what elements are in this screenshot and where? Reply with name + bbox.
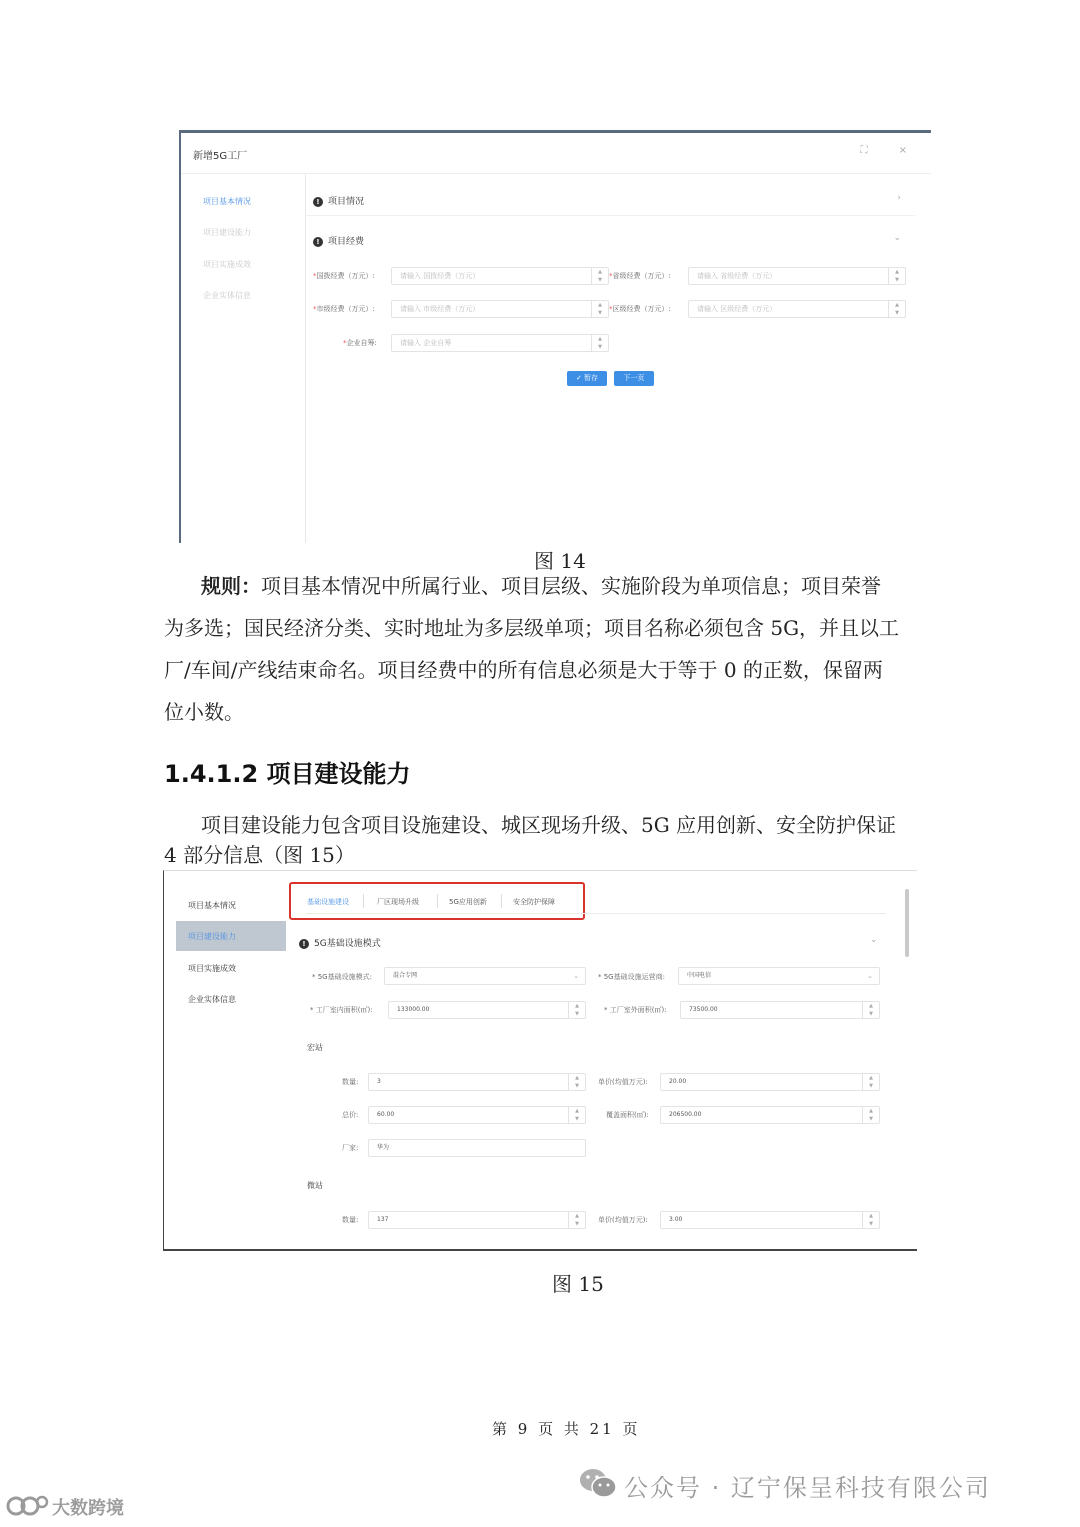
sidebar-item-enterprise[interactable]: 企业实体信息 (188, 995, 236, 1004)
label-5g-mode: * 5G基础设施模式: (312, 973, 372, 981)
section-divider (305, 215, 915, 216)
figure-14-dialog (179, 130, 931, 543)
section-label: 项目情况 (328, 197, 365, 207)
rule-text: 项目基本情况中所属行业、项目层级、实施阶段为单项信息；项目荣誉 (261, 574, 881, 598)
tabs-underline (306, 913, 886, 914)
intro-line-1: 项目建设能力包含项目设施建设、城区现场升级、5G 应用创新、安全防护保证 (201, 813, 897, 837)
micro-price-input[interactable]: 3.00 ▲ ▼ (660, 1211, 880, 1229)
info-icon: ! (313, 197, 323, 207)
form-sidebar (164, 871, 288, 1249)
wechat-icon (578, 1467, 618, 1503)
tab-5g-innovation[interactable]: 5G应用创新 (449, 898, 487, 906)
sidebar-item-results[interactable]: 项目实施成效 (203, 260, 251, 269)
sidebar-item-capability[interactable]: 项目建设能力 (188, 932, 236, 941)
stepper-icon[interactable]: ▲ ▼ (591, 301, 608, 317)
field-label-self: *企业自筹: (343, 339, 377, 347)
sidebar-item-results[interactable]: 项目实施成效 (188, 964, 236, 973)
tab-separator (363, 894, 364, 908)
national-funding-input[interactable]: 请输入 国拨经费（万元） ▲ ▼ (391, 267, 609, 285)
macro-price-input[interactable]: 20.00 ▲ ▼ (660, 1073, 880, 1091)
stepper-icon[interactable]: ▲ ▼ (591, 335, 608, 351)
dialog-window-icons[interactable]: ⛶ × (860, 145, 921, 156)
label-outdoor-area: * 工厂室外面积(㎡): (604, 1006, 667, 1014)
tab-separator (501, 894, 502, 908)
stepper-icon: ▲ ▼ (568, 1107, 585, 1123)
section-project-info[interactable] (313, 194, 364, 207)
self-funding-input[interactable]: 请输入 企业自筹 ▲ ▼ (391, 334, 609, 352)
scrollbar[interactable] (905, 889, 909, 957)
stepper-icon: ▲ ▼ (568, 1212, 585, 1228)
tab-site-upgrade[interactable]: 厂区现场升级 (377, 898, 419, 906)
brand-logo-icon (6, 1492, 50, 1524)
section-label: 项目经费 (328, 237, 365, 247)
figure-14-caption: 图 14 (534, 549, 586, 573)
stepper-icon: ▲ ▼ (568, 1074, 585, 1090)
indoor-area-input[interactable]: 133000.00 ▲ ▼ (388, 1001, 586, 1019)
rule-paragraph-line-4: 位小数。 (164, 700, 244, 724)
tabs-highlight-box (289, 882, 585, 920)
wechat-watermark: 公众号 · 辽宁保呈科技有限公司 (624, 1474, 991, 1502)
section-5g-mode[interactable] (299, 936, 381, 949)
sidebar-item-basic[interactable]: 项目基本情况 (188, 901, 236, 910)
section-project-funding[interactable] (313, 234, 364, 247)
field-label-provincial: *省级经费（万元）: (609, 272, 671, 280)
macro-total-input[interactable]: 60.00 ▲ ▼ (368, 1106, 586, 1124)
tab-security[interactable]: 安全防护保障 (513, 898, 555, 906)
stepper-icon: ▲ ▼ (862, 1212, 879, 1228)
stepper-icon[interactable]: ▲ ▼ (888, 268, 905, 284)
label-macro-vendor: 厂家: (342, 1144, 359, 1152)
info-icon: ! (313, 237, 323, 247)
macro-vendor-input[interactable]: 华为 (368, 1139, 586, 1157)
figure-15-caption: 图 15 (552, 1272, 604, 1296)
sidebar-item-enterprise[interactable]: 企业实体信息 (203, 291, 251, 300)
field-label-district: *区级经费（万元）: (609, 305, 671, 313)
macro-qty-input[interactable]: 3 ▲ ▼ (368, 1073, 586, 1091)
dialog-title: 新增5G工厂 (193, 151, 248, 162)
chevron-down-icon[interactable]: ⌄ (893, 233, 901, 243)
figure-15-form (163, 870, 917, 1251)
macro-cover-input[interactable]: 206500.00 ▲ ▼ (660, 1106, 880, 1124)
label-macro-price: 单价(均值万元): (598, 1078, 648, 1086)
page-number: 第 9 页 共 21 页 (492, 1420, 641, 1438)
outdoor-area-input[interactable]: 73500.00 ▲ ▼ (680, 1001, 880, 1019)
label-indoor-area: * 工厂室内面积(㎡): (310, 1006, 373, 1014)
brand-watermark: 大数跨境 (52, 1498, 124, 1519)
section-label: 5G基础设施模式 (314, 939, 381, 949)
district-funding-input[interactable]: 请输入 区级经费（万元） ▲ ▼ (688, 300, 906, 318)
5g-mode-select[interactable]: 混合专网 ⌄ (384, 967, 586, 985)
stepper-icon: ▲ ▼ (862, 1074, 879, 1090)
stepper-icon: ▲ ▼ (862, 1002, 879, 1018)
stepper-icon[interactable]: ▲ ▼ (888, 301, 905, 317)
5g-operator-select[interactable]: 中国电信 ⌄ (678, 967, 880, 985)
intro-line-2: 4 部分信息（图 15） (164, 843, 355, 867)
sidebar-item-capability[interactable]: 项目建设能力 (203, 228, 251, 237)
label-macro-qty: 数量: (342, 1078, 359, 1086)
city-funding-input[interactable]: 请输入 市级经费（万元） ▲ ▼ (391, 300, 609, 318)
save-draft-button[interactable]: ✓ 暂存 (567, 371, 607, 386)
tab-infrastructure[interactable]: 基础设施建设 (307, 898, 349, 906)
field-label-city: *市级经费（万元）: (313, 305, 375, 313)
dialog-sidebar (181, 174, 306, 543)
rule-label: 规则： (201, 574, 261, 598)
field-label-national: *国拨经费（万元）: (313, 272, 375, 280)
rule-paragraph-line-2: 为多选；国民经济分类、实时地址为多层级单项；项目名称必须包含 5G，并且以工 (164, 616, 900, 640)
label-micro-qty: 数量: (342, 1216, 359, 1224)
label-macro-cover: 覆盖面积(㎡): (606, 1111, 649, 1119)
tab-separator (437, 894, 438, 908)
stepper-icon: ▲ ▼ (568, 1002, 585, 1018)
micro-qty-input[interactable]: 137 ▲ ▼ (368, 1211, 586, 1229)
rule-paragraph-line-1 (201, 565, 881, 607)
chevron-down-icon: ⌄ (573, 972, 579, 980)
stepper-icon: ▲ ▼ (862, 1107, 879, 1123)
chevron-right-icon[interactable]: › (897, 193, 901, 203)
info-icon: ! (299, 939, 309, 949)
micro-station-title: 微站 (307, 1181, 323, 1190)
section-heading: 1.4.1.2 项目建设能力 (164, 760, 411, 788)
stepper-icon[interactable]: ▲ ▼ (591, 268, 608, 284)
sidebar-item-basic[interactable]: 项目基本情况 (203, 197, 251, 206)
label-5g-operator: * 5G基础设施运营商: (598, 973, 665, 981)
label-micro-price: 单价(均值万元): (598, 1216, 648, 1224)
rule-paragraph-line-3: 厂/车间/产线结束命名。项目经费中的所有信息必须是大于等于 0 的正数，保留两 (164, 658, 883, 682)
chevron-down-icon[interactable]: ⌄ (870, 935, 878, 945)
macro-station-title: 宏站 (307, 1043, 323, 1052)
chevron-down-icon: ⌄ (867, 972, 873, 980)
next-page-button[interactable]: 下一页 (614, 371, 654, 386)
provincial-funding-input[interactable]: 请输入 省级经费（万元） ▲ ▼ (688, 267, 906, 285)
label-macro-total: 总价: (342, 1111, 359, 1119)
